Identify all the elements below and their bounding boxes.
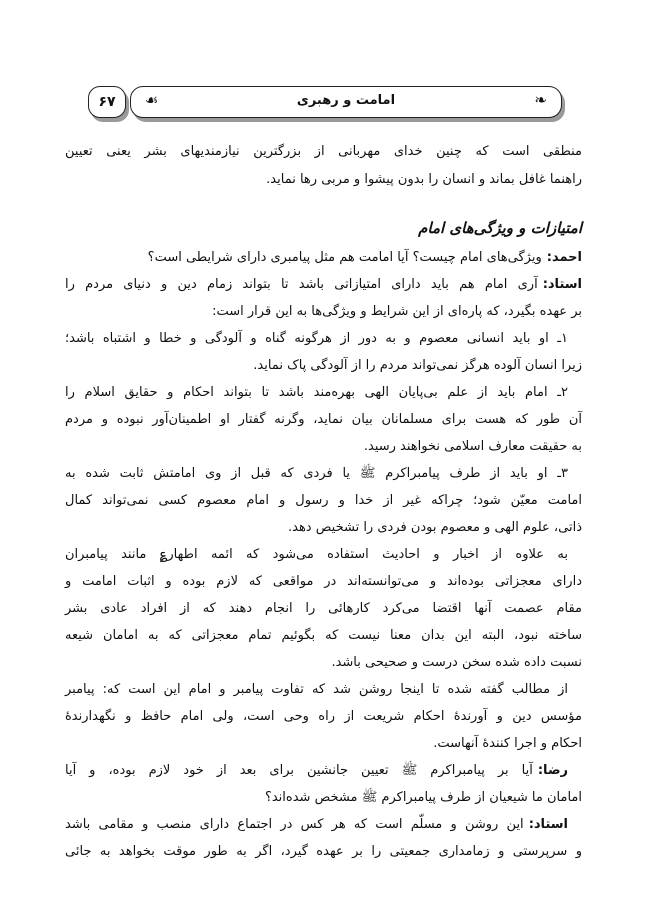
line-text: ذاتی، علوم الهی و معصوم بودن فردی را تشخیص دهد. [288, 520, 582, 535]
text-line [65, 244, 582, 271]
line-text: آیا بر پیامبراکرم ﷺ تعیین جانشین برای بعد از خود لازم بوده، و آیا [65, 763, 533, 778]
line-text: مؤسس دین و آورندهٔ احکام شریعت از راه وحی است، ولی امام حافظ و نگهدارندهٔ [65, 709, 582, 724]
text-line [65, 568, 582, 595]
text-line [65, 811, 582, 838]
text-line [65, 460, 582, 487]
text-line [65, 352, 582, 379]
line-text: دارای معجزاتی بوده‌اند و می‌توانسته‌اند در مواقعی که لازم بوده و اثبات امامت و [65, 574, 582, 589]
page-number: ۶۷ [88, 86, 126, 118]
line-text: ۲ـ امام باید از علم بی‌پایان الهی بهره‌مند باشد تا بتواند احکام و حقایق اسلام را [65, 385, 568, 400]
ornament-right-icon: ❧ [534, 91, 547, 109]
speaker-name: استاد: [528, 817, 568, 832]
text-line [65, 730, 582, 757]
speaker-name: رضا: [537, 763, 568, 778]
text-line [65, 325, 582, 352]
line-text: بر عهده بگیرد، که پاره‌ای از این شرایط و ویژگی‌ها به این قرار است: [212, 304, 582, 319]
text-line [65, 649, 582, 676]
line-text: ۱ـ او باید انسانی معصوم و به دور از هرگونه گناه و آلودگی و خطا و اشتباه باشد؛ [65, 331, 568, 346]
line-text: آن طور که هست برای مسلمانان بیان نماید، وگرنه گفتار او اطمینان‌آور نبوده و مردم [65, 412, 582, 427]
text-line [65, 703, 582, 730]
text-line [65, 595, 582, 622]
text-line [65, 379, 582, 406]
line-text: امامت معیّن شود؛ چراکه غیر از خدا و رسول و امام معصوم کسی نمی‌تواند کمال [65, 493, 582, 508]
line-text: از مطالب گفته شده تا اینجا روشن شد که تفاوت پیامبر و امام این است که: پیامبر [65, 682, 568, 697]
section-heading: امتیازات و ویژگی‌های امام [418, 219, 582, 237]
line-text: و سرپرستی و زمامداری جمعیتی را بر عهده گیرد، اگر به طور موقت بخواهد به جائی [65, 844, 582, 859]
speaker-name: استاد: [542, 277, 582, 292]
text-line [65, 487, 582, 514]
text-line [65, 271, 582, 298]
text-line [65, 757, 582, 784]
text-line [65, 541, 582, 568]
running-header [130, 86, 562, 118]
text-line [65, 622, 582, 649]
line-text: مقام عصمت آنها اقتضا می‌کرد کارهائی را انجام دهند که از افراد عادی بشر [65, 601, 582, 616]
line-text: به حقیقت معارف اسلامی نخواهند رسید. [363, 439, 582, 454]
body-text [65, 244, 582, 865]
line-text: این روشن و مسلّم است که هر کس در اجتماع دارای منصب و مقامی باشد [65, 817, 524, 832]
line-text: آری امام هم باید دارای امتیازاتی باشد تا بتواند زمام دین و دنیای مردم را [65, 277, 538, 292]
text-line [65, 784, 582, 811]
line-text: نسبت داده شده سخن درست و صحیحی باشد. [331, 655, 582, 670]
line-text: ساخته نبود، البته این بدان معنا نیست که بگوئیم تمام معجزاتی که به امامان شیعه [65, 628, 582, 643]
line-text: امامان ما شیعیان از طرف پیامبراکرم ﷺ مشخص شده‌اند؟ [264, 790, 582, 805]
text-line [65, 406, 582, 433]
line-text: منطقی است که چنین خدای مهربانی از بزرگترین نیازمندیهای بشر یعنی تعیین [65, 144, 582, 159]
text-line [65, 298, 582, 325]
text-line [65, 433, 582, 460]
line-text: ۳ـ او باید از طرف پیامبراکرم ﷺ یا فردی که قبل از وی امامتش ثابت شده به [65, 466, 568, 481]
text-line [65, 676, 582, 703]
line-text: راهنما غافل بماند و انسان را بدون پیشوا و مربی رها نماید. [266, 172, 582, 187]
line-text: زیرا انسان آلوده هرگز نمی‌تواند مردم را از آلودگی پاک نماید. [253, 358, 582, 373]
text-line [65, 838, 582, 865]
text-line [65, 514, 582, 541]
line-text: احکام و اجرا کنندهٔ آنهاست. [433, 736, 582, 751]
running-header-title: امامت و رهبری [296, 93, 396, 108]
text-line [65, 138, 582, 166]
intro-paragraph [65, 138, 582, 194]
line-text: ویژگی‌های امام چیست؟ آیا امامت هم مثل پیامبری دارای شرایطی است؟ [147, 250, 542, 265]
ornament-left-icon: ☙ [145, 91, 159, 109]
text-line [65, 166, 582, 194]
speaker-name: احمد: [546, 250, 582, 265]
line-text: به علاوه از اخبار و احادیث استفاده می‌شود که ائمه اطهار؏ مانند پیامبران [65, 547, 568, 562]
